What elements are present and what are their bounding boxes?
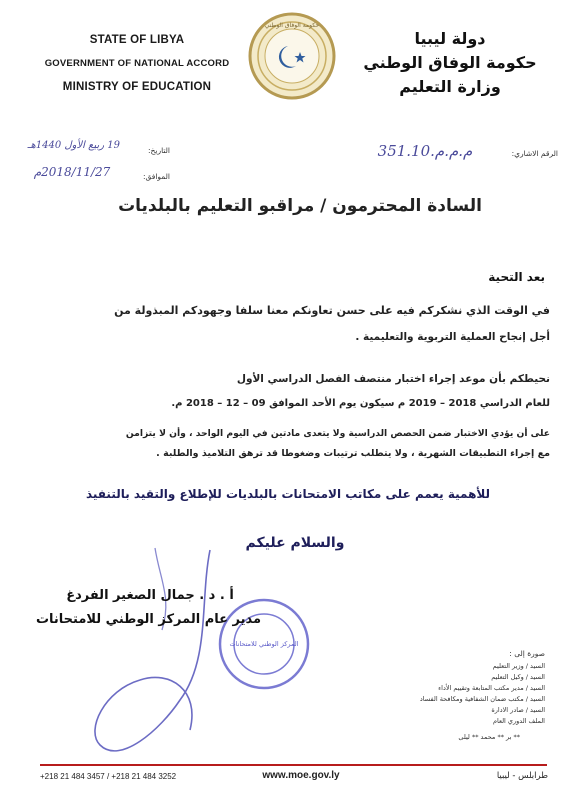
recipient-line: السادة المحترمون / مراقبو التعليم بالبلديات — [118, 196, 482, 216]
signer-title: مدير عام المركز الوطني للامتحانات — [35, 612, 262, 627]
footer-city: طرابلس - ليبيا — [496, 771, 548, 781]
cc-title: صورة إلى : — [509, 649, 545, 658]
cc-initials: ** بر ** محمد ** ليلى — [458, 733, 520, 741]
reference-number: 351.10.م.م.م — [377, 142, 473, 160]
emblem-text: حكومة الوفاق الوطني — [264, 22, 320, 29]
handwritten-signature — [60, 540, 280, 770]
emphasis-line: للأهمية يعمم على مكاتب الامتحانات بالبلديات للإطلاع والتقيد بالتنفيذ — [85, 487, 491, 501]
agreed-date-label: الموافق: — [142, 172, 170, 181]
cc-item: السيد / مدير مكتب المتابعة وتقييم الأداء — [438, 684, 545, 692]
paragraph-3-line-2: مع إجراء التطبيقات الشهرية ، ولا يتطلب ترتيبات وضغوطا قد ترهق التلاميذ والطلبة . — [156, 448, 550, 459]
greeting: بعد التحية — [488, 270, 545, 284]
cc-item: الملف الدوري العام — [492, 717, 545, 725]
cc-item: السيد / صادر الادارة — [491, 706, 545, 714]
header-ar-ministry: وزارة التعليم — [399, 77, 501, 96]
paragraph-2-line-2: للعام الدراسي 2018 – 2019 م سيكون يوم الأحد الموافق 09 – 12 – 2018 م. — [171, 398, 550, 409]
paragraph-1-line-1: في الوقت الذي نشكركم فيه على حسن تعاونكم معنا سلفا وجهودكم المبذولة من — [114, 304, 550, 317]
footer-rule — [40, 764, 547, 766]
paragraph-3-line-1: على أن يؤدي الاختبار ضمن الحصص الدراسية ولا يتعدى مادتين في اليوم الواحد ، وأن لا يتزامن — [125, 428, 550, 439]
header-ar-state: دولة ليبيا — [414, 29, 486, 48]
cc-item: السيد / وكيل التعليم — [491, 673, 545, 681]
footer-website: www.moe.gov.ly — [262, 770, 340, 781]
signer-name: أ . د . جمال الصغير الفردغ — [66, 588, 234, 603]
stamp-text: المركز الوطني للامتحانات — [229, 640, 299, 648]
header-en-ministry: MINISTRY OF EDUCATION — [62, 81, 212, 93]
cc-list — [340, 662, 545, 728]
cc-item: السيد / وزير التعليم — [492, 662, 545, 670]
closing-salutation: والسلام عليكم — [245, 535, 345, 551]
paragraph-1-line-2: أجل إنجاح العملية التربوية والتعليمية . — [355, 331, 550, 343]
header-ar-government: حكومة الوفاق الوطني — [363, 53, 537, 72]
header-en-government: GOVERNMENT OF NATIONAL ACCORD — [44, 58, 230, 69]
reference-label: الرقم الاشاري: — [511, 149, 558, 158]
date-hijri: 19 ربيع الأول 1440هـ — [27, 140, 120, 151]
header-en-state: STATE OF LIBYA — [89, 34, 185, 46]
date-gregorian: 2018/11/27م — [33, 165, 111, 179]
date-label: التاريخ: — [148, 146, 170, 155]
footer-phone: +218 21 484 3457 / +218 21 484 3252 — [40, 772, 177, 781]
paragraph-2-line-1: نحيطكم بأن موعد إجراء اختبار منتصف الفصل الدراسي الأول — [236, 373, 550, 385]
cc-item: السيد / مكتب ضمان الشفافية ومكافحة الفساد — [419, 695, 545, 703]
